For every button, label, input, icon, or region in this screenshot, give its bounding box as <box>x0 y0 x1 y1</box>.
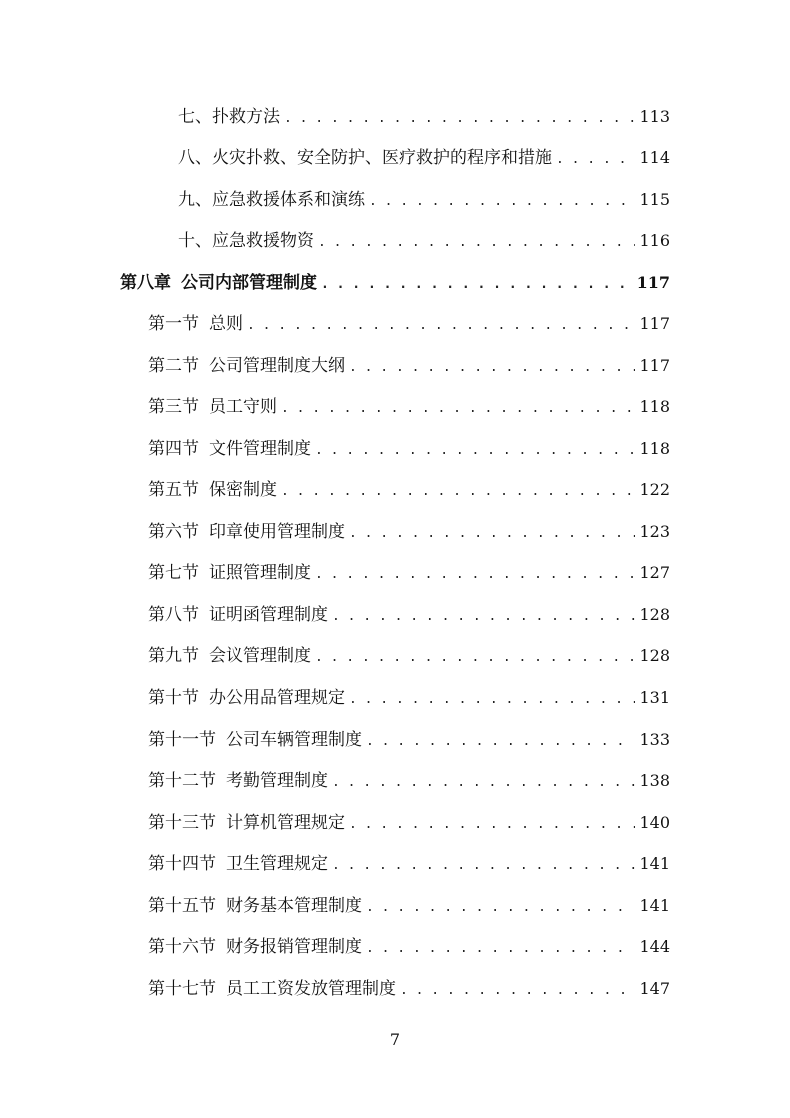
toc-entry-page: 116 <box>639 231 670 250</box>
toc-entry-prefix: 第四节 <box>148 439 199 459</box>
toc-entry-page: 138 <box>639 771 670 790</box>
toc-entry-name: 总则 <box>209 314 243 334</box>
toc-entry-page: 123 <box>639 522 670 541</box>
toc-entry-prefix: 第十三节 <box>148 813 216 833</box>
toc-entry-prefix: 第三节 <box>148 397 199 417</box>
toc-entry-page: 117 <box>639 314 670 333</box>
toc-entry-page: 147 <box>639 979 670 998</box>
toc-entry[interactable] <box>148 517 670 547</box>
toc-dot-leader <box>349 353 635 383</box>
toc-entry-title <box>148 475 277 505</box>
toc-entry[interactable] <box>148 558 670 588</box>
toc-entry-name: 考勤管理制度 <box>226 771 328 791</box>
toc-dot-leader <box>315 560 635 590</box>
toc-dot-leader <box>366 934 635 964</box>
toc-entry-page: 133 <box>639 730 670 749</box>
toc-dot-leader <box>247 311 635 341</box>
toc-entry[interactable] <box>148 932 670 962</box>
toc-entry-prefix: 第二节 <box>148 356 199 376</box>
toc-entry-prefix: 第十二节 <box>148 771 216 791</box>
toc-entry[interactable] <box>148 974 670 1004</box>
toc-entry-name: 办公用品管理规定 <box>209 688 345 708</box>
toc-entry-name: 证明函管理制度 <box>209 605 328 625</box>
toc-entry-prefix: 第九节 <box>148 646 199 666</box>
toc-dot-leader <box>369 187 635 217</box>
toc-entry-title: 七、扑救方法 <box>178 107 280 127</box>
toc-entry-title <box>148 891 362 921</box>
toc-entry[interactable] <box>178 143 670 173</box>
toc-dot-leader <box>281 477 635 507</box>
toc-entry-page: 117 <box>636 273 670 292</box>
toc-dot-leader <box>332 768 635 798</box>
toc-entry-page: 114 <box>639 148 670 167</box>
toc-entry-title <box>148 808 345 838</box>
toc-chapter-entry[interactable] <box>120 268 670 298</box>
toc-dot-leader <box>281 394 635 424</box>
toc-entry-name: 财务报销管理制度 <box>226 937 362 957</box>
toc-entry-page: 118 <box>639 397 670 416</box>
toc-entry-title: 十、应急救援物资 <box>178 231 314 251</box>
toc-dot-leader <box>366 727 635 757</box>
toc-dot-leader <box>349 685 635 715</box>
toc-dot-leader <box>349 519 635 549</box>
toc-entry-title: 八、火灾扑救、安全防护、医疗救护的程序和措施 <box>178 148 552 168</box>
toc-entry-page: 128 <box>639 646 670 665</box>
toc-entry-title <box>148 725 362 755</box>
toc-entry-name: 财务基本管理制度 <box>226 896 362 916</box>
toc-dot-leader <box>321 270 633 300</box>
toc-entry[interactable] <box>148 725 670 755</box>
toc-dot-leader <box>318 228 635 258</box>
toc-entry-prefix: 第十六节 <box>148 937 216 957</box>
toc-entry-name: 会议管理制度 <box>209 646 311 666</box>
toc-entry-page: 113 <box>639 107 670 126</box>
toc-entry[interactable] <box>148 641 670 671</box>
toc-entry-title <box>148 392 277 422</box>
toc-entry[interactable] <box>178 185 670 215</box>
toc-entry-prefix: 第十一节 <box>148 730 216 750</box>
toc-entry-prefix: 第十五节 <box>148 896 216 916</box>
toc-entry-prefix: 第十七节 <box>148 979 216 999</box>
toc-entry[interactable] <box>148 891 670 921</box>
toc-entry-prefix: 第七节 <box>148 563 199 583</box>
toc-dot-leader <box>349 810 635 840</box>
toc-entry-title <box>120 268 317 298</box>
toc-entry-title <box>148 641 311 671</box>
toc-entry-title <box>148 974 396 1004</box>
toc-entry-page: 122 <box>639 480 670 499</box>
toc-entry-title <box>148 766 328 796</box>
toc-dot-leader <box>315 643 635 673</box>
toc-entry-title <box>148 434 311 464</box>
toc-entry[interactable] <box>178 102 670 132</box>
toc-entry-name: 员工工资发放管理制度 <box>226 979 396 999</box>
toc-entry[interactable] <box>148 766 670 796</box>
toc-entry-title <box>148 683 345 713</box>
toc-entry[interactable] <box>148 475 670 505</box>
toc-entry-title <box>148 517 345 547</box>
toc-entry-page: 141 <box>639 854 670 873</box>
toc-entry-name: 卫生管理规定 <box>226 854 328 874</box>
toc-entry-prefix: 第一节 <box>148 314 199 334</box>
toc-dot-leader <box>400 976 635 1006</box>
toc-entry-page: 128 <box>639 605 670 624</box>
toc-entry-name: 员工守则 <box>209 397 277 417</box>
toc-entry-title <box>148 351 345 381</box>
toc-entry[interactable] <box>148 600 670 630</box>
toc-entry-name: 保密制度 <box>209 480 277 500</box>
toc-dot-leader <box>366 893 635 923</box>
toc-entry-page: 127 <box>639 563 670 582</box>
toc-entry-title <box>148 558 311 588</box>
toc-entry[interactable] <box>148 351 670 381</box>
toc-entry-name: 计算机管理规定 <box>226 813 345 833</box>
toc-entry[interactable] <box>148 683 670 713</box>
toc-entry[interactable] <box>178 226 670 256</box>
toc-entry-name: 文件管理制度 <box>209 439 311 459</box>
toc-entry-page: 140 <box>639 813 670 832</box>
toc-entry-prefix: 第十节 <box>148 688 199 708</box>
toc-entry-prefix: 第五节 <box>148 480 199 500</box>
toc-entry[interactable] <box>148 849 670 879</box>
toc-entry-page: 141 <box>639 896 670 915</box>
toc-entry-prefix: 第八章 <box>120 273 171 293</box>
toc-entry-prefix: 第六节 <box>148 522 199 542</box>
toc-entry-title: 九、应急救援体系和演练 <box>178 190 365 210</box>
toc-entry-title <box>148 309 243 339</box>
page-number: 7 <box>389 1030 401 1049</box>
toc-dot-leader <box>315 436 635 466</box>
toc-entry[interactable] <box>148 808 670 838</box>
toc-entry-title <box>148 600 328 630</box>
toc-entry-name: 公司内部管理制度 <box>181 273 317 293</box>
toc-entry-page: 144 <box>639 937 670 956</box>
toc-dot-leader <box>332 602 635 632</box>
toc-dot-leader <box>556 145 635 175</box>
toc-entry[interactable] <box>148 434 670 464</box>
toc-entry-prefix: 第十四节 <box>148 854 216 874</box>
toc-entry-name: 印章使用管理制度 <box>209 522 345 542</box>
toc-entry-page: 118 <box>639 439 670 458</box>
toc-dot-leader <box>284 104 635 134</box>
toc-entry-prefix: 第八节 <box>148 605 199 625</box>
toc-dot-leader <box>332 851 635 881</box>
toc-entry[interactable] <box>148 392 670 422</box>
toc-entry-name: 公司管理制度大纲 <box>209 356 345 376</box>
toc-entry-name: 公司车辆管理制度 <box>226 730 362 750</box>
toc-entry-page: 131 <box>639 688 670 707</box>
toc-entry-page: 117 <box>639 356 670 375</box>
toc-entry[interactable] <box>148 309 670 339</box>
toc-entry-title <box>148 849 328 879</box>
toc-entry-name: 证照管理制度 <box>209 563 311 583</box>
toc-entry-title <box>148 932 362 962</box>
toc-entry-page: 115 <box>639 190 670 209</box>
